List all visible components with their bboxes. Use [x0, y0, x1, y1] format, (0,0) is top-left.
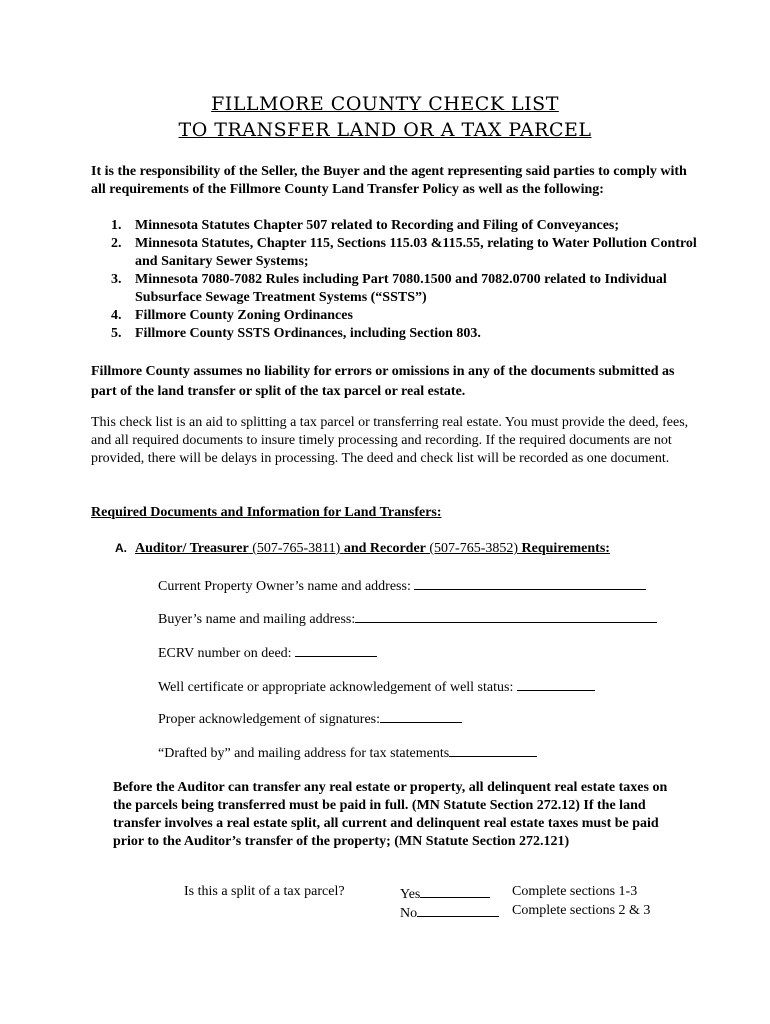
document-title-line2: TO TRANSFER LAND OR A TAX PARCEL: [178, 119, 592, 141]
buyer-input-line[interactable]: [355, 609, 657, 623]
no-action-text: Complete sections 2 & 3: [512, 903, 651, 918]
ecrv-input-line[interactable]: [295, 643, 377, 657]
signatures-input-line[interactable]: [380, 709, 462, 723]
auditor-note: Before the Auditor can transfer any real estate or property, all delinquent real estate taxes on the parcels being transferred must be paid in full. (MN Statute Section 272.12) If the land transfer involves a real estate split, all current and delinquent real estate taxes must be paid prior to the Auditor’s transfer of the property; (MN Statute Section 272.121): [113, 780, 668, 849]
aid-paragraph: This check list is an aid to splitting a tax parcel or transferring real estate. You must provide the deed, fees, and all required documents to insure timely processing and recording. If the required documents are not provided, there will be delays in processing. The deed and check list will be recorded as one document.: [91, 415, 689, 466]
list-item: 2. Minnesota Statutes, Chapter 115, Sections 115.03 &115.55, relating to Water Pollution Control and Sanitary Sewer Systems;: [111, 236, 697, 269]
requirements-list: [111, 217, 701, 343]
intro-paragraph: It is the responsibility of the Seller, the Buyer and the agent representing said parties to comply with all requirements of the Fillmore County Land Transfer Policy as well as the following:: [91, 164, 687, 197]
split-question: Is this a split of a tax parcel?: [184, 884, 345, 899]
section-a-heading: A. Auditor/ Treasurer (507-765-3811) and Recorder (507-765-3852) Requirements:: [115, 541, 610, 556]
well-field: Well certificate or appropriate acknowledgement of well status:: [158, 677, 595, 696]
list-item: 1. Minnesota Statutes Chapter 507 related to Recording and Filing of Conveyances;: [111, 218, 620, 233]
buyer-field: Buyer’s name and mailing address:: [158, 609, 657, 628]
owner-input-line[interactable]: [414, 576, 646, 590]
document-title-line1: FILLMORE COUNTY CHECK LIST: [211, 93, 559, 115]
yes-input-line[interactable]: [420, 884, 490, 898]
well-input-line[interactable]: [517, 677, 595, 691]
list-item: 4. Fillmore County Zoning Ordinances: [111, 308, 353, 323]
yes-action-text: Complete sections 1-3: [512, 884, 638, 899]
liability-disclaimer: Fillmore County assumes no liability for errors or omissions in any of the documents submitted as part of the land transfer or split of the tax parcel or real estate.: [91, 364, 675, 399]
ecrv-field: ECRV number on deed:: [158, 643, 377, 662]
signatures-field: Proper acknowledgement of signatures:: [158, 709, 462, 728]
no-input-line[interactable]: [417, 903, 499, 917]
split-no-option: No: [400, 903, 499, 922]
list-item: 5. Fillmore County SSTS Ordinances, including Section 803.: [111, 326, 481, 341]
required-documents-heading: Required Documents and Information for Land Transfers:: [91, 505, 442, 520]
owner-field: Current Property Owner’s name and address:: [158, 576, 646, 595]
drafted-by-field: “Drafted by” and mailing address for tax statements: [158, 743, 537, 762]
list-item: 3. Minnesota 7080-7082 Rules including Part 7080.1500 and 7082.0700 related to Individual Subsurface Sewage Treatment Systems (“SSTS”): [111, 272, 667, 305]
drafted-by-input-line[interactable]: [449, 743, 537, 757]
split-yes-option: Yes: [400, 884, 490, 903]
